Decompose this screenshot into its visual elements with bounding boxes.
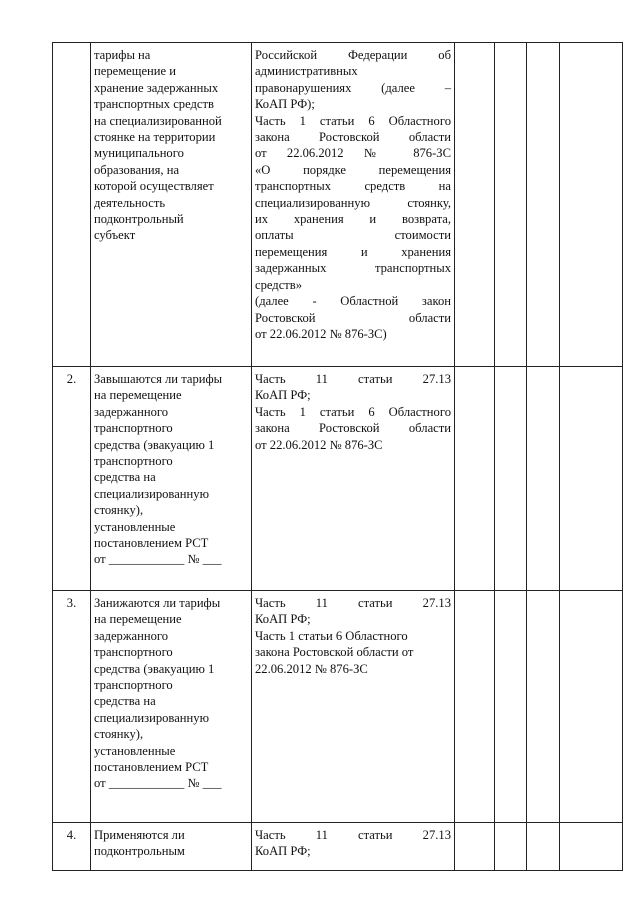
legal-reference-cell xyxy=(252,43,455,367)
question-cell xyxy=(91,591,252,823)
answer-cell xyxy=(527,43,560,367)
reference-line: «О порядке перемещения xyxy=(255,162,451,177)
question-line: средства на xyxy=(94,694,156,709)
reference-line: Часть 1 статьи 6 Областного xyxy=(255,404,451,419)
table-body xyxy=(53,43,623,871)
row-number xyxy=(53,43,91,367)
question-line: Занижаются ли тарифы xyxy=(94,596,221,610)
question-line: Применяются ли xyxy=(94,828,185,842)
answer-cell xyxy=(495,367,527,591)
answer-cell xyxy=(560,823,623,871)
question-line: Завышаются ли тарифы xyxy=(94,372,223,386)
question-line: задержанного xyxy=(94,628,169,643)
reference-line: Часть 1 статьи 6 Областного xyxy=(255,113,451,128)
question-line: стоянке на территории xyxy=(94,130,216,145)
question-line: специализированную xyxy=(94,486,209,501)
answer-cell xyxy=(495,823,527,871)
reference-line: правонарушениях (далее – xyxy=(255,80,451,95)
reference-line: от 22.06.2012 № 876-ЗС xyxy=(255,437,383,452)
question-line: средства (эвакуацию 1 xyxy=(94,437,215,452)
answer-cell xyxy=(527,823,560,871)
reference-line: административных xyxy=(255,64,358,79)
answer-cell xyxy=(527,591,560,823)
legal-reference-cell xyxy=(252,591,455,823)
question-line: установленные xyxy=(94,743,176,758)
reference-line: Ростовской области xyxy=(255,310,451,325)
question-line: задержанного xyxy=(94,404,169,419)
question-line: субъект xyxy=(94,228,136,243)
reference-line: Российской Федерации об xyxy=(255,48,451,62)
reference-line: КоАП РФ); xyxy=(255,97,315,112)
answer-cell xyxy=(560,367,623,591)
reference-line: 22.06.2012 № 876-ЗС xyxy=(255,661,368,676)
reference-line: Часть 11 статьи 27.13 xyxy=(255,828,451,842)
reference-line: Часть 11 статьи 27.13 xyxy=(255,372,451,386)
checklist-table xyxy=(52,42,623,871)
legal-reference-cell xyxy=(252,823,455,871)
answer-cell xyxy=(455,823,495,871)
answer-cell xyxy=(560,591,623,823)
question-line: транспортных средств xyxy=(94,97,214,112)
reference-line: оплаты стоимости xyxy=(255,228,451,243)
question-cell xyxy=(91,823,252,871)
question-line: стоянку), xyxy=(94,503,144,518)
reference-line: от 22.06.2012 № 876-ЗС xyxy=(255,146,451,161)
question-line: которой осуществляет xyxy=(94,179,214,194)
table-row xyxy=(53,823,623,871)
reference-line: закона Ростовской области xyxy=(255,421,451,436)
row-number: 4. xyxy=(53,823,91,871)
reference-line: (далее - Областной закон xyxy=(255,294,451,309)
table-row xyxy=(53,43,623,367)
question-line: транспортного xyxy=(94,454,173,469)
question-line: тарифы на xyxy=(94,48,151,62)
reference-line: средств» xyxy=(255,277,303,292)
question-line: транспортного xyxy=(94,645,173,660)
question-line: транспортного xyxy=(94,678,173,693)
question-line: на перемещение xyxy=(94,612,182,627)
question-line: транспортного xyxy=(94,421,173,436)
reference-line: перемещения и хранения xyxy=(255,244,451,259)
question-line: деятельность xyxy=(94,195,166,210)
reference-line: КоАП РФ; xyxy=(255,844,311,859)
table-row xyxy=(53,591,623,823)
reference-line: задержанных транспортных xyxy=(255,261,451,276)
reference-line: транспортных средств на xyxy=(255,179,451,194)
answer-cell xyxy=(527,367,560,591)
reference-line: Часть 1 статьи 6 Областного xyxy=(255,628,408,643)
reference-line: КоАП РФ; xyxy=(255,388,311,403)
reference-line: специализированную стоянку, xyxy=(255,195,451,210)
question-line: специализированную xyxy=(94,710,209,725)
reference-line: закона Ростовской области от xyxy=(255,645,414,660)
answer-cell xyxy=(560,43,623,367)
question-line: на специализированной xyxy=(94,113,222,128)
question-line: хранение задержанных xyxy=(94,80,219,95)
question-line: на перемещение xyxy=(94,388,182,403)
answer-cell xyxy=(495,43,527,367)
question-line: от ____________ № ___ xyxy=(94,776,222,791)
question-cell xyxy=(91,367,252,591)
question-line: муниципального xyxy=(94,146,184,161)
reference-line: КоАП РФ; xyxy=(255,612,311,627)
question-line: стоянку), xyxy=(94,727,144,742)
question-line: образования, на xyxy=(94,162,180,177)
reference-line: от 22.06.2012 № 876-ЗС) xyxy=(255,326,387,341)
legal-reference-cell xyxy=(252,367,455,591)
answer-cell xyxy=(495,591,527,823)
question-cell xyxy=(91,43,252,367)
question-line: подконтрольный xyxy=(94,212,184,227)
question-line: от ____________ № ___ xyxy=(94,552,222,567)
question-line: средства на xyxy=(94,470,156,485)
table-row xyxy=(53,367,623,591)
answer-cell xyxy=(455,591,495,823)
reference-line: закона Ростовской области xyxy=(255,130,451,145)
answer-cell xyxy=(455,367,495,591)
question-line: подконтрольным xyxy=(94,844,185,859)
question-line: установленные xyxy=(94,519,176,534)
question-line: перемещение и xyxy=(94,64,177,79)
row-number: 3. xyxy=(53,591,91,823)
question-line: средства (эвакуацию 1 xyxy=(94,661,215,676)
question-line: постановлением РСТ xyxy=(94,760,209,775)
question-line: постановлением РСТ xyxy=(94,536,209,551)
reference-line: Часть 11 статьи 27.13 xyxy=(255,596,451,610)
reference-line: их хранения и возврата, xyxy=(255,212,451,227)
answer-cell xyxy=(455,43,495,367)
row-number: 2. xyxy=(53,367,91,591)
